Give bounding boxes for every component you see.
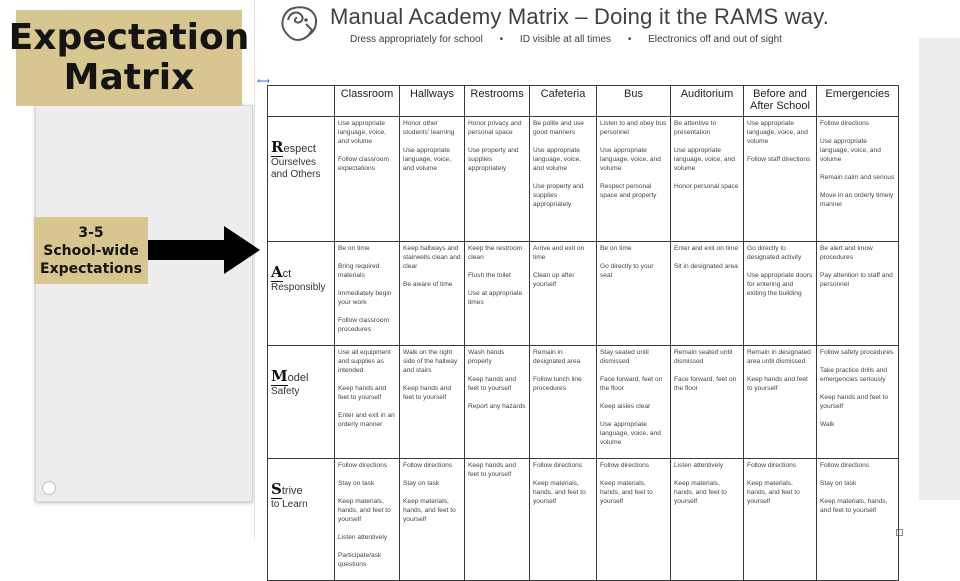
expectation-item: Follow directions <box>820 120 870 127</box>
expectation-item: Keep hands and feet to yourself <box>468 376 517 392</box>
matrix-cell <box>817 346 899 459</box>
expectation-item: Use appropriate doors for entering and exiting the building <box>747 272 813 297</box>
matrix-cell <box>744 346 817 459</box>
expectation-item: Stay on task <box>338 480 375 487</box>
column-header: Restrooms <box>465 86 530 117</box>
expectation-item: Follow directions <box>820 462 870 469</box>
matrix-cell <box>744 117 817 242</box>
row-header-rest: ct <box>282 268 292 280</box>
expectation-item: Keep hands and feet to yourself <box>747 376 808 392</box>
expectation-item: Keep materials, hands, and feet to yourself <box>533 480 586 505</box>
row-header-initial: R <box>271 138 284 156</box>
expectation-item: Follow directions <box>338 462 388 469</box>
expectation-item: Follow directions <box>747 462 797 469</box>
matrix-cell <box>597 117 671 242</box>
expectation-item: Use appropriate language, voice, and volume <box>600 421 661 446</box>
rule-electronics: Electronics off and out of sight <box>648 34 782 45</box>
document-title: Manual Academy Matrix – Doing it the RAMS way. <box>330 4 830 29</box>
row-header-label <box>271 368 331 398</box>
row-header-cell <box>268 117 335 242</box>
expectation-item: Bring required materials <box>338 263 380 279</box>
matrix-cell <box>530 117 597 242</box>
matrix-cell <box>671 242 744 346</box>
column-header: Auditorium <box>671 86 744 117</box>
callout-line2: School-wide <box>43 242 139 259</box>
expectation-item: Use all equipment and supplies as intended <box>338 349 391 374</box>
column-header: Emergencies <box>817 86 899 117</box>
row-header-label <box>271 139 331 181</box>
matrix-cell <box>597 346 671 459</box>
expectation-item: Keep hands and feet to yourself <box>403 385 452 401</box>
matrix-cell <box>465 242 530 346</box>
document-header <box>270 0 910 48</box>
expectation-item: Keep materials, hands, and feet to yourself <box>403 498 456 523</box>
column-header: Bus <box>597 86 671 117</box>
expectation-item: Report any hazards <box>468 403 526 410</box>
expectation-item: Remain in designated area <box>533 349 581 365</box>
matrix-cell <box>744 242 817 346</box>
slide-title-line2: Matrix <box>63 57 195 98</box>
expectation-item: Honor personal space <box>674 183 739 190</box>
row-header-label <box>271 481 331 511</box>
expectation-item: Listen attentively <box>674 462 724 469</box>
expectation-item: Enter and exit on time <box>674 245 739 252</box>
expectation-item: Be on time <box>600 245 632 252</box>
matrix-cell <box>465 459 530 581</box>
expectation-item: Be aware of time <box>403 281 453 288</box>
expectation-item: Follow lunch line procedures <box>533 376 582 392</box>
row-header-line2: Responsibly <box>271 282 326 293</box>
expectation-item: Listen attentively <box>338 534 388 541</box>
matrix-cell <box>400 459 465 581</box>
row-header-rest: espect <box>283 143 316 155</box>
expectation-item: Immediately begin your work <box>338 290 392 306</box>
expectation-item: Take practice drills and emergencies seriously <box>820 367 888 383</box>
expectation-item: Walk <box>820 421 835 428</box>
matrix-cell <box>530 242 597 346</box>
matrix-header-row <box>268 86 899 117</box>
expectation-item: Remain in designated area until dismissed <box>747 349 811 365</box>
matrix-cell <box>400 346 465 459</box>
expectation-item: Use property and supplies appropriately <box>468 147 519 172</box>
expectation-item: Honor privacy and personal space <box>468 120 522 136</box>
expectation-item: Use appropriate language, voice, and volume <box>533 147 582 172</box>
matrix-row <box>268 346 899 459</box>
matrix-row <box>268 459 899 581</box>
expectation-item: Pay attention to staff and personnel <box>820 272 893 288</box>
matrix-cell <box>335 459 400 581</box>
row-header-rest: odel <box>287 372 309 384</box>
column-header: Hallways <box>400 86 465 117</box>
matrix-row <box>268 242 899 346</box>
matrix-cell <box>817 117 899 242</box>
matrix-cell <box>335 346 400 459</box>
expectation-item: Stay on task <box>820 480 857 487</box>
column-header: Cafeteria <box>530 86 597 117</box>
matrix-corner-cell <box>268 86 335 117</box>
expectation-item: Follow safety procedures <box>820 349 894 356</box>
expectation-item: Be attentive to presentation <box>674 120 717 136</box>
slide-card <box>35 105 253 502</box>
row-header-initial: S <box>271 480 282 498</box>
expectation-item: Remain calm and serious <box>820 174 895 181</box>
expectation-item: Keep hands and feet to yourself <box>468 462 517 478</box>
expectation-item: Keep aisles clear <box>600 403 651 410</box>
rule-bullet: • <box>499 34 504 45</box>
matrix-cell <box>671 346 744 459</box>
expectation-item: Keep hands and feet to yourself <box>820 394 889 410</box>
rule-bullet: • <box>627 34 632 45</box>
expectation-item: Use appropriate language, voice, and volume <box>674 147 735 172</box>
expectation-item: Keep materials, hands, and feet to yourself <box>674 480 727 505</box>
expectation-item: Keep materials, hands, and feet to yourself <box>600 480 653 505</box>
ram-logo-icon <box>276 0 324 46</box>
row-header-cell <box>268 459 335 581</box>
rule-id: ID visible at all times <box>519 34 612 45</box>
expectation-item: Go directly to your seat <box>600 263 654 279</box>
matrix-cell <box>597 242 671 346</box>
expectation-item: Listen to and obey bus personnel <box>600 120 667 136</box>
matrix-cell <box>597 459 671 581</box>
expectation-item: Follow classroom expectations <box>338 156 389 172</box>
matrix-cell <box>671 117 744 242</box>
expectation-item: Face forward, feet on the floor <box>600 376 663 392</box>
expectation-item: Arrive and exit on time <box>533 245 585 261</box>
expectation-item: Use property and supplies appropriately <box>533 183 584 208</box>
expectation-item: Be on time <box>338 245 370 252</box>
callout-line3: Expectations <box>40 260 142 277</box>
matrix-cell <box>817 242 899 346</box>
matrix-cell <box>335 117 400 242</box>
expectation-item: Follow directions <box>600 462 650 469</box>
expectation-item: Follow directions <box>533 462 583 469</box>
row-header-line2: to Learn <box>271 499 308 510</box>
callout-box <box>34 217 148 284</box>
expectation-item: Use at appropriate times <box>468 290 523 306</box>
matrix-row <box>268 117 899 242</box>
expectation-item: Keep materials, hands, and feet to yourself <box>747 480 800 505</box>
matrix-cell <box>335 242 400 346</box>
row-header-initial: A <box>271 263 283 281</box>
expectation-item: Stay seated until dismissed <box>600 349 649 365</box>
expectation-item: Go directly to designated activity <box>747 245 802 261</box>
expectation-item: Be polite and use good manners <box>533 120 584 136</box>
expectation-item: Stay on task <box>403 480 440 487</box>
row-header-cell <box>268 242 335 346</box>
matrix-cell <box>465 117 530 242</box>
row-header-line3: and Others <box>271 169 321 180</box>
matrix-cell <box>530 346 597 459</box>
expectation-item: Be alert and know procedures <box>820 245 873 261</box>
row-header-line2: Safety <box>271 386 300 397</box>
expectation-item: Respect personal space and property <box>600 183 657 199</box>
expectation-item: Sit in designated area <box>674 263 738 270</box>
column-header: Classroom <box>335 86 400 117</box>
matrix-cell <box>671 459 744 581</box>
expectation-item: Keep materials, hands, and feet to yourself <box>820 498 888 514</box>
expand-icon[interactable]: ⟷ <box>257 76 270 86</box>
document-rules <box>350 34 782 45</box>
row-header-rest: trive <box>281 485 303 497</box>
expectation-item: Follow staff directions <box>747 156 811 163</box>
matrix-cell <box>400 242 465 346</box>
expectation-item: Keep hallways and stairwells clean and clear <box>403 245 461 270</box>
column-header: Before and After School <box>744 86 817 117</box>
matrix-cell <box>400 117 465 242</box>
expectation-item: Remain seated until dismissed <box>674 349 733 365</box>
slide-title-line1: Expectation <box>8 17 250 58</box>
matrix-cell <box>465 346 530 459</box>
expectation-item: Keep the restroom clean <box>468 245 523 261</box>
expectation-item: Participate/ask questions <box>338 552 382 568</box>
slide-title-box <box>8 10 250 106</box>
expectation-item: Use appropriate language, voice, and volume <box>747 120 808 145</box>
expectation-item: Follow classroom procedures <box>338 317 389 333</box>
right-arrow-icon <box>148 226 260 276</box>
expectation-item: Flush the toilet <box>468 272 511 279</box>
expectation-matrix-table <box>267 85 899 581</box>
row-header-initial: M <box>271 367 288 385</box>
slide-right-card <box>919 38 960 500</box>
row-header-line2: Ourselves <box>271 157 317 168</box>
expectation-item: Move in an orderly timely manner <box>820 192 894 208</box>
row-header-label <box>271 264 331 294</box>
matrix-cell <box>817 459 899 581</box>
matrix-cell <box>744 459 817 581</box>
expectation-item: Clean up after yourself <box>533 272 575 288</box>
expectation-item: Walk on the right side of the hallway and stairs <box>403 349 458 374</box>
expectation-item: Face forward, feet on the floor <box>674 376 737 392</box>
expectation-item: Enter and exit in an orderly manner <box>338 412 395 428</box>
matrix-cell <box>530 459 597 581</box>
row-header-cell <box>268 346 335 459</box>
expectation-item: Wash hands properly <box>468 349 505 365</box>
expectation-item: Keep materials, hands, and feet to yourself <box>338 498 391 523</box>
expectation-item: Use appropriate language, voice, and volume <box>338 120 387 145</box>
expectation-item: Use appropriate language, voice, and volume <box>820 138 881 163</box>
expectation-item: Keep hands and feet to yourself <box>338 385 387 401</box>
expectation-item: Use appropriate language, voice, and volume <box>600 147 661 172</box>
expectation-item: Follow directions <box>403 462 453 469</box>
callout-line1: 3-5 <box>78 224 104 241</box>
expectation-item: Use appropriate language, voice, and volume <box>403 147 452 172</box>
expectation-item: Honor other students' learning <box>403 120 455 136</box>
rule-dress: Dress appropriately for school <box>350 34 483 45</box>
